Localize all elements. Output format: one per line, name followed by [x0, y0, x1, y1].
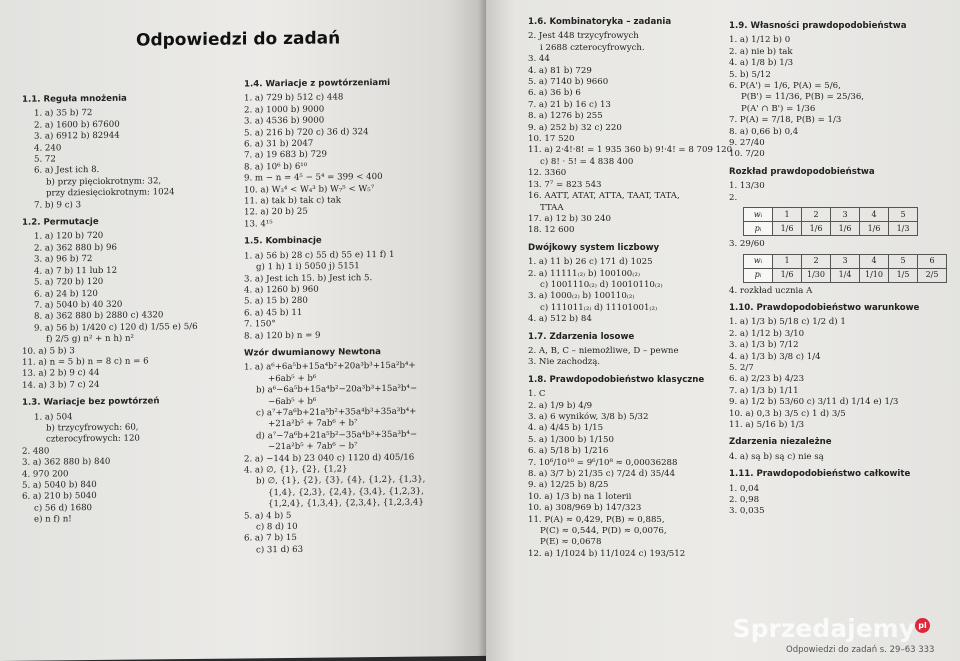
section-heading: 1.11. Prawdopodobieństwo całkowite	[729, 469, 911, 480]
section-heading: 1.7. Zdarzenia losowe	[528, 331, 635, 342]
table-header-cell: 1	[773, 254, 802, 268]
section-heading: 1.1. Reguła mnożenia	[22, 93, 127, 105]
answer-line: 6. a) 7 b) 15	[244, 533, 297, 544]
table-header-cell: 4	[860, 254, 889, 268]
answer-line: 3. a) 1/3 b) 7/12	[729, 340, 799, 351]
answer-line: d) a⁷−7a⁶b+21a⁵b²−35a⁴b³+35a³b⁴−	[256, 429, 418, 442]
answer-line: {1,2,4}, {1,3,4}, {2,3,4}, {1,2,3,4}	[268, 497, 424, 510]
answer-line: 10. a) 1/3 b) na 1 loterii	[528, 491, 632, 502]
answer-line: 5. a) 5040 b) 840	[22, 479, 97, 491]
answer-line: 4. a) są b) są c) nie są	[729, 451, 824, 462]
table-header-cell: 1	[773, 208, 802, 222]
answer-line: 6. a) 2/23 b) 4/23	[729, 374, 805, 385]
answer-line: 10. 17 520	[528, 134, 575, 145]
answer-line: {1,4}, {2,3}, {2,4}, {3,4}, {1,2,3},	[268, 486, 424, 499]
answer-line: 12. a) 1/1024 b) 11/1024 c) 193/512	[528, 548, 686, 559]
section-heading: Dwójkowy system liczbowy	[528, 242, 660, 253]
answer-line: P(E) ≈ 0,0678	[540, 537, 602, 548]
right-page	[486, 0, 960, 661]
answer-line: 3. a) Jest ich 15. b) Jest ich 5.	[244, 272, 373, 284]
answer-line: 4. a) 1260 b) 960	[244, 284, 319, 296]
answer-line: 11. a) 5/16 b) 1/3	[729, 419, 805, 430]
answer-line: c) 31 d) 63	[256, 544, 304, 556]
answer-line: c) 8! · 5! = 4 838 400	[540, 156, 634, 167]
answer-line: 3. 0,035	[729, 506, 765, 517]
table-cell: 1/6	[831, 222, 860, 236]
section-heading: Rozkład prawdopodobieństwa	[729, 166, 875, 177]
answer-line: 12. 3360	[528, 168, 567, 179]
answer-line: 11. a) tak b) tak c) tak	[244, 195, 341, 207]
answer-line: 7. 150°	[244, 319, 276, 330]
table-cell: pᵢ	[744, 268, 773, 282]
answer-line: 10. a) 0,3 b) 3/5 c) 1 d) 3/5	[729, 408, 846, 419]
table-header-cell: wᵢ	[744, 254, 773, 268]
table-header-cell: 5	[889, 208, 918, 222]
answer-line: 1. a) 11 b) 26 c) 171 d) 1025	[528, 257, 653, 268]
answer-line: 3. 44	[528, 54, 550, 65]
answers-column-4	[729, 21, 955, 518]
answer-line: 5. 72	[34, 154, 56, 165]
answer-line: 1. a) 35 b) 72	[34, 108, 93, 120]
answer-line: 7. a) 19 683 b) 729	[244, 150, 327, 161]
table-cell: 1/6	[773, 222, 802, 236]
answer-line: c) 56 d) 1680	[34, 502, 93, 514]
answer-line: 5. a) 216 b) 720 c) 36 d) 324	[244, 126, 369, 139]
answer-line: P(C) ≈ 0,544, P(D) ≈ 0,0076,	[540, 526, 667, 537]
answer-line: 7. b) 9 c) 3	[34, 199, 82, 211]
table-cell: 1/6	[860, 222, 889, 236]
answer-line: 2. a) 362 880 b) 96	[34, 242, 117, 254]
answer-line: i 2688 czterocyfrowych.	[540, 42, 645, 53]
answer-line: 6. a) 210 b) 5040	[22, 491, 97, 503]
answer-line: 1. a) 120 b) 720	[34, 231, 104, 243]
answer-line: 9. a) 1/2 b) 53/60 c) 3/11 d) 1/14 e) 1/3	[729, 397, 899, 408]
answer-line: 8. a) 120 b) n = 9	[244, 330, 321, 341]
answer-line: 1. 13/30	[729, 181, 765, 192]
answer-line: 1. 0,04	[729, 483, 760, 494]
answer-line: 3. Nie zachodzą.	[528, 357, 601, 368]
answer-line: 9. a) 12/25 b) 8/25	[528, 480, 609, 491]
watermark	[733, 614, 930, 643]
answer-line: 1. a) 729 b) 512 c) 448	[244, 92, 344, 104]
answer-line: 7. P(A) = 7/18, P(B) = 1/3	[729, 115, 842, 126]
answer-line: 1. a) 1/3 b) 5/18 c) 1/2 d) 1	[729, 317, 846, 328]
answer-line: b) ∅, {1}, {2}, {3}, {4}, {1,2}, {1,3},	[256, 474, 426, 487]
distribution-table	[743, 207, 918, 236]
section-heading: 1.5. Kombinacje	[244, 235, 322, 247]
answer-line: 4. rozkład ucznia A	[729, 285, 813, 296]
answer-line: e) n f) n!	[34, 514, 72, 525]
table-cell: pᵢ	[744, 222, 773, 236]
answer-line: 5. a) 4 b) 5	[244, 510, 292, 522]
answer-line: 13. a) 2 b) 9 c) 44	[22, 368, 100, 380]
section-heading: 1.6. Kombinatoryka – zadania	[528, 17, 672, 27]
answer-line: 3. 29/60	[729, 239, 765, 250]
answer-line: 3. a) 6912 b) 82944	[34, 130, 120, 142]
answer-line: 2. a) 1/9 b) 4/9	[528, 400, 593, 411]
answers-column-1	[22, 93, 237, 527]
answer-line: 13. 4¹⁵	[244, 219, 273, 230]
answer-line: 11. a) n = 5 b) n = 8 c) n = 6	[22, 356, 149, 368]
table-header-cell: 2	[802, 254, 831, 268]
table-cell: 1/3	[889, 222, 918, 236]
answer-line: 14. a) 3 b) 7 c) 24	[22, 379, 100, 391]
table-header-cell: 5	[889, 254, 918, 268]
answer-line: 1. a) a⁶+6a⁵b+15a⁴b²+20a³b³+15a²b⁴+	[244, 360, 416, 373]
table-header-cell: 3	[831, 208, 860, 222]
answer-line: 2. a) 1600 b) 67600	[34, 119, 120, 131]
answer-line: 2. a) −144 b) 23 040 c) 1120 d) 405/16	[244, 452, 415, 465]
answer-line: 7. a) 21 b) 16 c) 13	[528, 99, 611, 110]
answer-line: 6. a) 45 b) 11	[244, 307, 303, 319]
answer-line: 2. 0,98	[729, 495, 760, 505]
answer-line: 3. a) 362 880 b) 840	[22, 457, 111, 468]
answer-line: 4. a) 1/3 b) 3/8 c) 1/4	[729, 351, 821, 362]
answer-line: 1. a) 56 b) 28 c) 55 d) 55 e) 11 f) 1	[244, 249, 395, 262]
section-heading: Wzór dwumianowy Newtona	[244, 346, 381, 359]
watermark-text: Sprzedajemy	[732, 614, 915, 643]
answer-line: c) 111011₍₂₎ d) 11101001₍₂₎	[540, 302, 658, 313]
table-header-cell: 2	[802, 208, 831, 222]
answer-line: b) przy pięciokrotnym: 32,	[46, 176, 162, 188]
table-cell: 2/5	[918, 268, 947, 282]
answer-line: +6ab⁵ + b⁶	[268, 373, 317, 384]
answer-line: 13. 7⁷ = 823 543	[528, 179, 602, 190]
watermark-badge: pl	[915, 618, 930, 633]
table-cell: 1/4	[831, 268, 860, 282]
answer-line: 2. 480	[22, 446, 50, 457]
answer-line: 6. a) Jest ich 8.	[34, 165, 100, 177]
answer-line: 8. a) 3/7 b) 21/35 c) 7/24 d) 35/44	[528, 469, 676, 480]
answer-line: 4. 240	[34, 142, 62, 154]
answer-line: P(A' ∩ B') = 1/36	[741, 103, 816, 114]
answer-line: 8. a) 362 880 b) 2880 c) 4320	[34, 310, 164, 322]
answer-line: 4. a) 4/45 b) 1/15	[528, 423, 604, 434]
answer-line: b) a⁶−6a⁵b+15a⁴b²−20a³b³+15a²b⁴−	[256, 383, 418, 396]
answer-line: 8. a) 10⁶ b) 6¹⁰	[244, 161, 308, 173]
answer-line: 2. a) 11111₍₂₎ b) 100100₍₂₎	[528, 268, 640, 279]
answer-line: −6ab⁵ + b⁶	[268, 396, 317, 407]
table-cell: 1/6	[802, 222, 831, 236]
distribution-table	[743, 254, 947, 283]
section-heading: 1.3. Wariacje bez powtórzeń	[22, 396, 160, 408]
answer-line: 4. a) 1/8 b) 1/3	[729, 58, 794, 69]
answer-line: 4. 970 200	[22, 468, 69, 480]
answer-line: c) 1001110₍₂₎ d) 10010110₍₂₎	[540, 279, 663, 290]
page-title: Odpowiedzi do zadań	[136, 28, 341, 51]
answer-line: 5. a) 1/300 b) 1/150	[528, 434, 614, 445]
answer-line: 2. a) nie b) tak	[729, 46, 793, 57]
answer-line: 8. a) 1276 b) 255	[528, 111, 603, 122]
answer-line: 3. a) 96 b) 72	[34, 254, 93, 265]
answer-line: 16. AATT, ATAT, ATTA, TAAT, TATA,	[528, 191, 680, 202]
answer-line: 3. a) 1000₍₂₎ b) 100110₍₂₎	[528, 291, 635, 302]
answer-line: 6. a) 24 b) 120	[34, 288, 98, 300]
answer-line: 5. a) 7140 b) 9660	[528, 77, 609, 88]
section-heading: 1.2. Permutacje	[22, 217, 99, 228]
answer-line: +21a²b⁵ + 7ab⁶ + b⁷	[268, 418, 358, 430]
answer-line: c) 8 d) 10	[256, 521, 298, 533]
answer-line: 2.	[729, 192, 738, 203]
answer-line: 4. a) 512 b) 84	[528, 314, 592, 325]
answers-column-3	[528, 17, 733, 560]
answer-line: 2. A, B, C – niemożliwe, D – pewne	[528, 345, 679, 356]
answer-line: 5. 2/7	[729, 362, 754, 373]
section-heading: 1.4. Wariacje z powtórzeniami	[244, 77, 391, 90]
answer-line: 1. C	[528, 389, 546, 400]
answer-line: 6. a) 5/18 b) 1/216	[528, 446, 609, 457]
answer-line: 7. a) 5040 b) 40 320	[34, 299, 123, 311]
answer-line: 5. b) 5/12	[729, 69, 771, 80]
answer-line: 1. a) 1/12 b) 0	[729, 35, 791, 46]
section-heading: Zdarzenia niezależne	[729, 437, 832, 448]
answer-line: 9. m − n = 4⁵ − 5⁴ = 399 < 400	[244, 172, 383, 184]
answer-line: 4. a) 7 b) 11 lub 12	[34, 265, 118, 277]
table-header-cell: 3	[831, 254, 860, 268]
answer-line: 6. a) 31 b) 2047	[244, 138, 314, 150]
answer-line: 1. a) 504	[34, 411, 73, 423]
answer-line: 10. 7/20	[729, 149, 765, 160]
answer-line: 7. a) 1/3 b) 1/11	[729, 385, 799, 396]
answer-line: przy dziesięciokrotnym: 1024	[46, 187, 175, 199]
table-cell: 1/6	[773, 268, 802, 282]
answer-line: 2. a) 1/12 b) 3/10	[729, 328, 805, 339]
answer-line: 4. a) ∅, {1}, {2}, {1,2}	[244, 464, 348, 476]
table-cell: 1/5	[889, 268, 918, 282]
answer-line: b) trzycyfrowych: 60,	[46, 422, 139, 434]
answer-line: 6. a) 36 b) 6	[528, 88, 581, 99]
answer-line: TTAA	[540, 202, 564, 213]
answer-line: 11. a) 2·4!·8! = 1 935 360 b) 9!·4! = 8 709 120	[528, 145, 733, 156]
answers-column-2	[244, 77, 480, 557]
table-cell: 1/30	[802, 268, 831, 282]
section-heading: 1.10. Prawdopodobieństwo warunkowe	[729, 302, 920, 313]
answer-line: −21a²b⁵ + 7ab⁶ − b⁷	[268, 441, 358, 453]
answer-line: 5. a) 15 b) 280	[244, 296, 308, 307]
answer-line: 6. P(A') = 1/6, P(A) = 5/6,	[729, 81, 841, 92]
answer-line: 3. a) 4536 b) 9000	[244, 115, 325, 127]
table-header-cell: 6	[918, 254, 947, 268]
answer-line: 18. 12 600	[528, 225, 575, 236]
answer-line: 7. 10⁶/10¹⁰ = 9⁶/10⁸ ≈ 0,00036288	[528, 457, 678, 468]
section-heading: 1.9. Własności prawdopodobieństwa	[729, 21, 907, 31]
answer-line: 3. a) 6 wyników, 3/8 b) 5/32	[528, 412, 649, 422]
answer-line: 8. a) 0,66 b) 0,4	[729, 126, 799, 137]
answer-line: 10. a) W₃⁴ < W₄³ b) W₇⁵ < W₅⁷	[244, 183, 375, 196]
table-cell: 1/10	[860, 268, 889, 282]
answer-line: 10. a) 308/969 b) 147/323	[528, 503, 642, 514]
answer-line: 17. a) 12 b) 30 240	[528, 213, 611, 224]
answer-line: 9. a) 252 b) 32 c) 220	[528, 122, 622, 133]
section-heading: 1.8. Prawdopodobieństwo klasyczne	[528, 374, 705, 385]
answer-line: g) 1 h) 1 i) 5050 j) 5151	[256, 261, 360, 273]
answer-line: 9. 27/40	[729, 138, 765, 149]
answer-line: c) a⁷+7a⁶b+21a⁵b²+35a⁴b³+35a³b⁴+	[256, 406, 417, 419]
table-header-cell: 4	[860, 208, 889, 222]
answer-line: czterocyfrowych: 120	[46, 433, 140, 445]
answer-line: 5. a) 720 b) 120	[34, 277, 104, 288]
answer-line: 2. a) 1000 b) 9000	[244, 104, 325, 116]
answer-line: 4. a) 81 b) 729	[528, 65, 592, 76]
answer-line: 12. a) 20 b) 25	[244, 207, 308, 218]
answer-line: 10. a) 5 b) 3	[22, 345, 75, 357]
answer-line: 9. a) 56 b) 1/420 c) 120 d) 1/55 e) 5/6	[34, 321, 198, 334]
answer-line: f) 2/5 g) n² + n h) n²	[46, 333, 134, 345]
page-footer: Odpowiedzi do zadań s. 29–63 333	[786, 645, 935, 655]
answer-line: 11. P(A) ≈ 0,429, P(B) ≈ 0,885,	[528, 514, 665, 525]
answer-line: 2. Jest 448 trzycyfrowych	[528, 31, 639, 42]
answer-line: P(B') = 11/36, P(B) = 25/36,	[741, 92, 865, 103]
table-header-cell: wᵢ	[744, 208, 773, 222]
